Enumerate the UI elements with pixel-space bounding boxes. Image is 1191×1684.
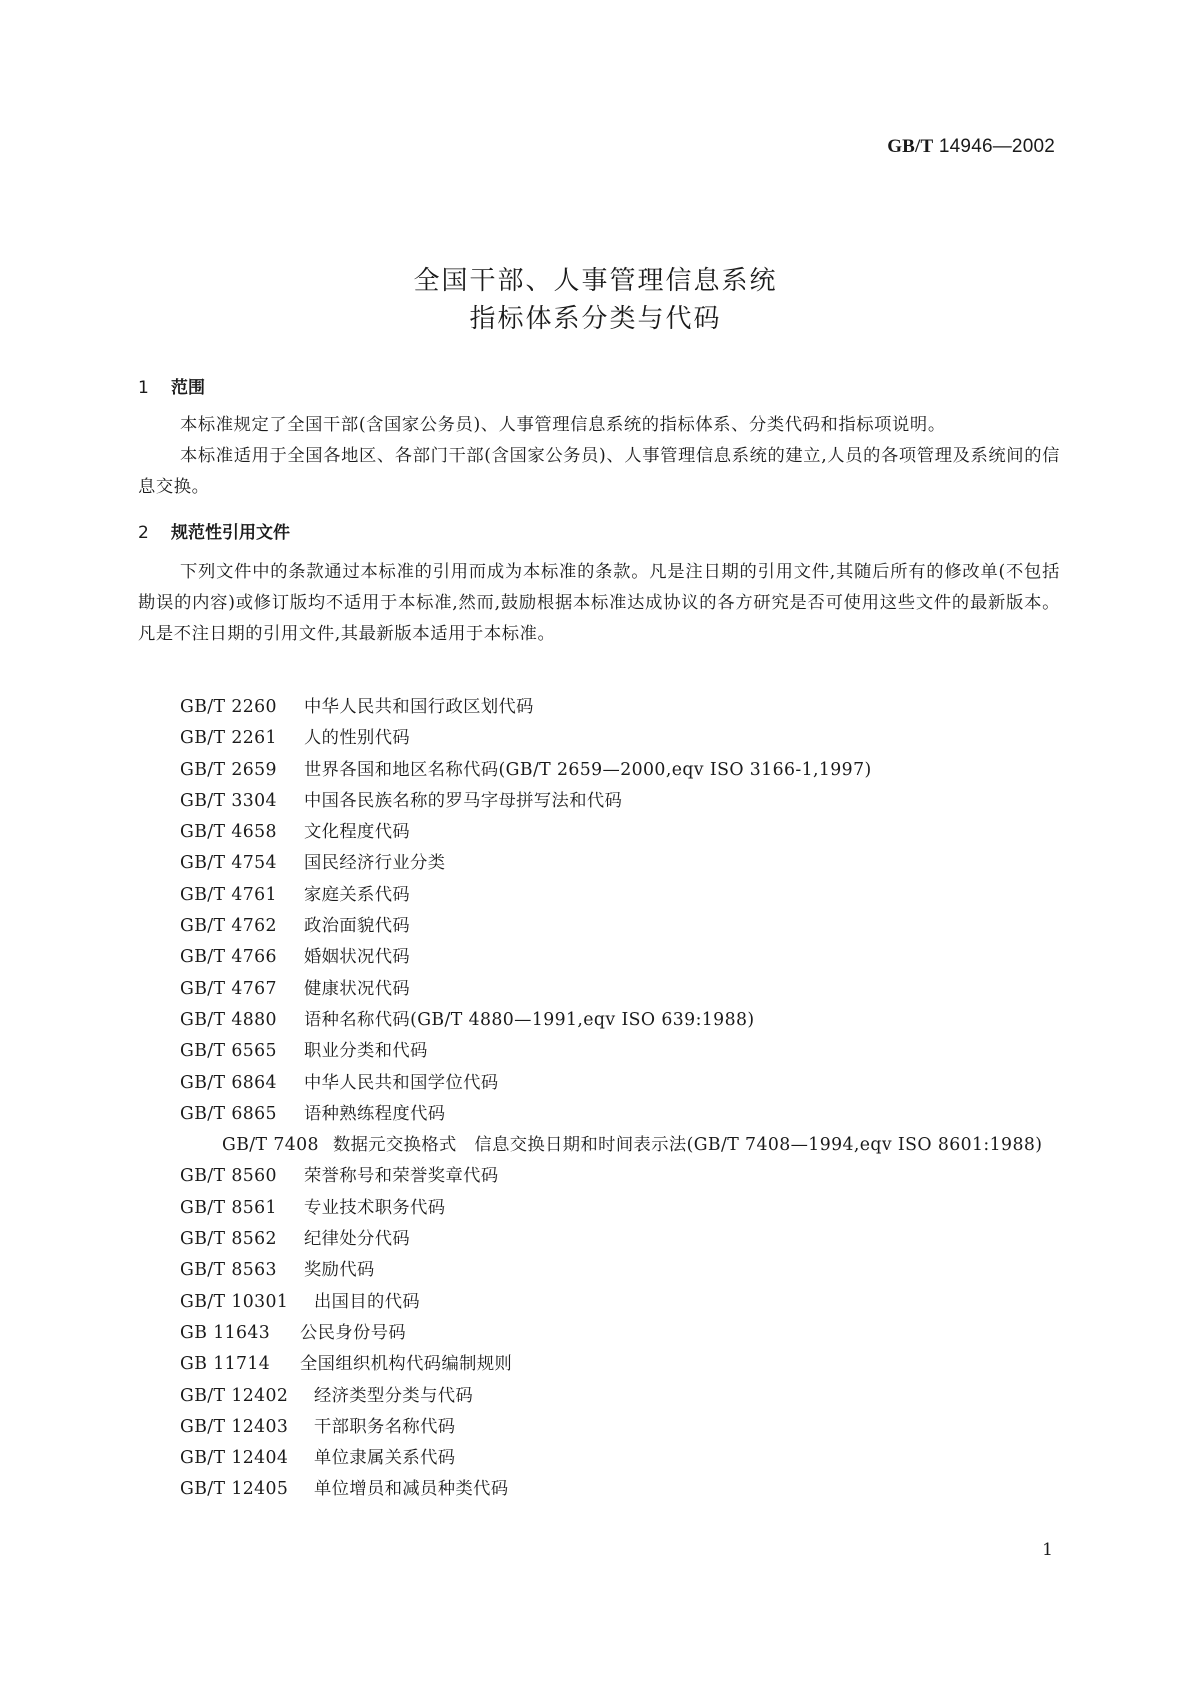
reference-item (138, 1381, 1060, 1412)
reference-code: GB/T 4761 (180, 884, 277, 905)
reference-item (138, 1255, 1060, 1286)
reference-title: 干部职务名称代码 (314, 1416, 456, 1437)
reference-code: GB/T 2260 (180, 697, 277, 717)
reference-code: GB/T 4762 (180, 916, 277, 937)
reference-title: 国民经济行业分类 (304, 853, 446, 874)
reference-code: GB/T 4766 (180, 947, 277, 968)
reference-title: 出国目的代码 (314, 1291, 421, 1312)
reference-item (138, 1161, 1060, 1192)
reference-item (138, 1036, 1060, 1067)
reference-code: GB 11714 (180, 1354, 271, 1375)
reference-code: GB/T 4767 (180, 978, 277, 999)
reference-item (138, 1287, 1060, 1318)
reference-title: 纪律处分代码 (304, 1229, 411, 1250)
reference-item (138, 1349, 1060, 1380)
reference-code: GB/T 6865 (180, 1103, 277, 1124)
reference-code: GB/T 2659 (180, 759, 277, 780)
reference-title: 数据元交换格式 信息交换日期和时间表示法(GB/T 7408—1994,eqv ISO 8601:1988) (332, 1135, 1043, 1156)
reference-item (138, 755, 1060, 786)
reference-item (138, 974, 1060, 1005)
reference-code: GB/T 12404 (180, 1448, 289, 1469)
reference-title: 政治面貌代码 (304, 916, 411, 937)
reference-title: 经济类型分类与代码 (314, 1385, 474, 1406)
reference-code: GB/T 6565 (180, 1041, 277, 1062)
reference-list (138, 692, 1060, 1506)
title-line-1: 全国干部、人事管理信息系统 (413, 266, 778, 296)
standard-number: 14946—2002 (938, 136, 1055, 157)
reference-item (138, 1474, 1060, 1505)
reference-code: GB/T 2261 (180, 728, 277, 749)
scope-paragraph-1: 本标准规定了全国干部(含国家公务员)、人事管理信息系统的指标体系、分类代码和指标项说明。 (180, 415, 946, 435)
reference-title: 单位增员和减员种类代码 (314, 1479, 509, 1500)
reference-title: 公民身份号码 (300, 1322, 407, 1343)
reference-code: GB/T 7408 (222, 1135, 319, 1156)
standard-prefix: GB/T (887, 136, 934, 157)
document-title (0, 262, 1191, 338)
page-number: 1 (1042, 1540, 1053, 1560)
reference-code: GB/T 12403 (180, 1416, 289, 1437)
reference-title: 全国组织机构代码编制规则 (300, 1354, 513, 1375)
reference-title: 专业技术职务代码 (304, 1197, 446, 1218)
reference-title: 文化程度代码 (304, 822, 411, 843)
reference-item (138, 1412, 1060, 1443)
reference-item (138, 911, 1060, 942)
reference-item (138, 723, 1060, 754)
reference-title: 职业分类和代码 (304, 1041, 428, 1062)
standard-code (887, 136, 1055, 158)
scope-paragraph-2: 本标准适用于全国各地区、各部门干部(含国家公务员)、人事管理信息系统的建立,人员的各项管理及系统间的信息交换。 (138, 446, 1060, 497)
reference-code: GB/T 4754 (180, 853, 277, 874)
reference-code: GB/T 12402 (180, 1385, 289, 1406)
reference-code: GB/T 8562 (180, 1229, 277, 1250)
reference-item (138, 1193, 1060, 1224)
reference-title: 中华人民共和国学位代码 (304, 1072, 499, 1093)
reference-item (138, 1443, 1060, 1474)
reference-code: GB/T 4658 (180, 822, 277, 843)
title-line-2: 指标体系分类与代码 (469, 304, 722, 334)
reference-item (138, 817, 1060, 848)
section-heading-normative-references (138, 518, 290, 543)
reference-title: 婚姻状况代码 (304, 947, 411, 968)
normative-intro-paragraph: 下列文件中的条款通过本标准的引用而成为本标准的条款。凡是注日期的引用文件,其随后所有的修改单(不包括勘误的内容)或修订版均不适用于本标准,然而,鼓励根据本标准达成协议的各方研究是否可使用这些文件的最新版本。凡是不注日期的引用文件,其最新版本适用于本标准。 (138, 562, 1060, 644)
section-number: 2 (138, 523, 149, 543)
reference-item (138, 1068, 1060, 1099)
reference-title: 健康状况代码 (304, 978, 411, 999)
reference-title: 家庭关系代码 (304, 884, 411, 905)
reference-title: 中华人民共和国行政区划代码 (304, 697, 534, 717)
reference-item (138, 1005, 1060, 1036)
reference-item (138, 786, 1060, 817)
reference-title: 语种熟练程度代码 (304, 1103, 446, 1124)
reference-item (138, 1318, 1060, 1349)
reference-item (138, 880, 1060, 911)
reference-title: 语种名称代码(GB/T 4880—1991,eqv ISO 639:1988) (304, 1009, 755, 1030)
reference-code: GB/T 6864 (180, 1072, 277, 1093)
reference-code: GB 11643 (180, 1322, 271, 1343)
section-heading-scope (138, 373, 205, 398)
reference-code: GB/T 10301 (180, 1291, 289, 1312)
section-title: 规范性引用文件 (171, 523, 290, 543)
reference-title: 单位隶属关系代码 (314, 1448, 456, 1469)
section-number: 1 (138, 378, 149, 398)
section-title: 范围 (171, 378, 205, 398)
reference-code: GB/T 3304 (180, 790, 277, 811)
reference-title: 人的性别代码 (304, 728, 411, 749)
reference-title: 奖励代码 (304, 1260, 375, 1281)
reference-code: GB/T 8561 (180, 1197, 277, 1218)
reference-item (138, 1224, 1060, 1255)
reference-title: 中国各民族名称的罗马字母拼写法和代码 (304, 790, 623, 811)
reference-item (138, 1099, 1060, 1130)
reference-item (138, 848, 1060, 879)
reference-title: 荣誉称号和荣誉奖章代码 (304, 1166, 499, 1187)
reference-item (138, 942, 1060, 973)
reference-item (138, 1130, 1060, 1161)
reference-code: GB/T 8560 (180, 1166, 277, 1187)
reference-code: GB/T 8563 (180, 1260, 277, 1281)
reference-item (138, 692, 1060, 723)
reference-title: 世界各国和地区名称代码(GB/T 2659—2000,eqv ISO 3166-1,1997) (304, 759, 872, 780)
reference-code: GB/T 4880 (180, 1009, 277, 1030)
reference-code: GB/T 12405 (180, 1479, 289, 1500)
